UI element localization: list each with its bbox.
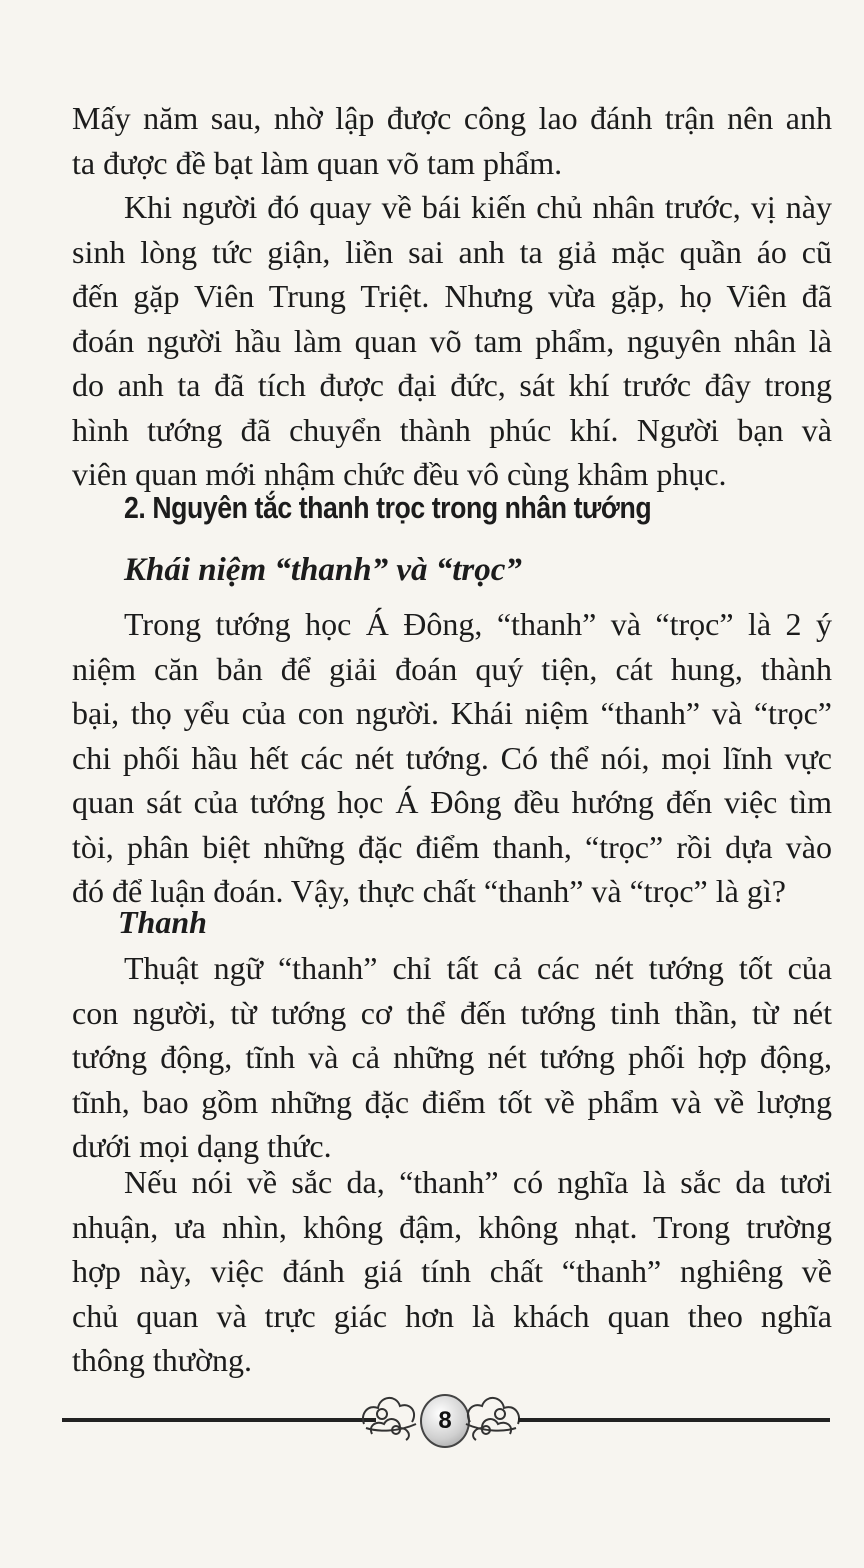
footer-rule-right (518, 1418, 830, 1422)
paragraph-thanh-definition (72, 946, 832, 1169)
text-line: hình tướng đã chuyển thành phúc khí. Người bạn và (72, 411, 832, 448)
text-line: hợp này, việc đánh giá tính chất “thanh” nghiêng về (72, 1253, 832, 1289)
text-line: đoán người hầu làm quan võ tam phẩm, nguyên nhân là (72, 322, 832, 359)
text-line: Thuật ngữ “thanh” chỉ tất cả các nét tướng tốt của (124, 950, 832, 986)
paragraph-concept (72, 602, 832, 914)
text-line: chi phối hầu hết các nét tướng. Có thể nói, mọi lĩnh vực (72, 739, 832, 776)
text-line: ta được đề bạt làm quan võ tam phẩm. (72, 144, 563, 181)
text-line: tĩnh, bao gồm những đặc điểm tốt về phẩm và về lượng (72, 1083, 832, 1120)
cloud-ornament-icon (462, 1384, 524, 1448)
page-number: 8 (420, 1394, 470, 1448)
text-line: niệm căn bản để giải đoán quý tiện, cát hung, thành (72, 650, 832, 687)
page-footer (0, 1380, 864, 1460)
paragraph-skin-color (72, 1160, 832, 1383)
text-line: thông thường. (72, 1342, 253, 1378)
text-line: con người, từ tướng cơ thể đến tướng tinh thần, từ nét (72, 994, 832, 1031)
text-line: bại, thọ yểu của con người. Khái niệm “thanh” và “trọc” (72, 695, 832, 731)
thanh-subheading: Thanh (118, 904, 207, 940)
text-line: do anh ta đã tích được đại đức, sát khí trước đây trong (72, 367, 832, 403)
text-line: sinh lòng tức giận, liền sai anh ta giả mặc quần áo cũ (72, 233, 832, 270)
concept-subheading: Khái niệm “thanh” và “trọc” (124, 552, 522, 588)
text-line: đó để luận đoán. Vậy, thực chất “thanh” và “trọc” là gì? (72, 873, 786, 909)
text-line: chủ quan và trực giác hơn là khách quan theo nghĩa (72, 1297, 832, 1334)
text-line: Nếu nói về sắc da, “thanh” có nghĩa là sắc da tươi (124, 1164, 832, 1200)
text-line: Mấy năm sau, nhờ lập được công lao đánh trận nên anh (72, 100, 832, 136)
paragraph-return-visit (72, 185, 832, 497)
paragraph-promotion (72, 96, 832, 185)
text-line: viên quan mới nhậm chức đều vô cùng khâm phục. (72, 456, 727, 492)
text-line: tòi, phân biệt những đặc điểm thanh, “trọc” rồi dựa vào (72, 828, 832, 865)
text-line: đến gặp Viên Trung Triệt. Nhưng vừa gặp, họ Viên đã (72, 278, 832, 314)
text-line: tướng động, tĩnh và cả những nét tướng phối hợp động, (72, 1039, 832, 1075)
text-line: quan sát của tướng học Á Đông đều hướng đến việc tìm (72, 784, 832, 820)
text-line: dưới mọi dạng thức. (72, 1128, 332, 1164)
footer-rule-left (62, 1418, 376, 1422)
text-line: Khi người đó quay về bái kiến chủ nhân trước, vị này (124, 189, 832, 225)
text-line: nhuận, ưa nhìn, không đậm, không nhạt. Trong trường (72, 1208, 832, 1245)
cloud-ornament-icon (358, 1384, 420, 1448)
section-heading: 2. Nguyên tắc thanh trọc trong nhân tướng (124, 490, 652, 525)
text-line: Trong tướng học Á Đông, “thanh” và “trọc” là 2 ý (124, 606, 832, 642)
